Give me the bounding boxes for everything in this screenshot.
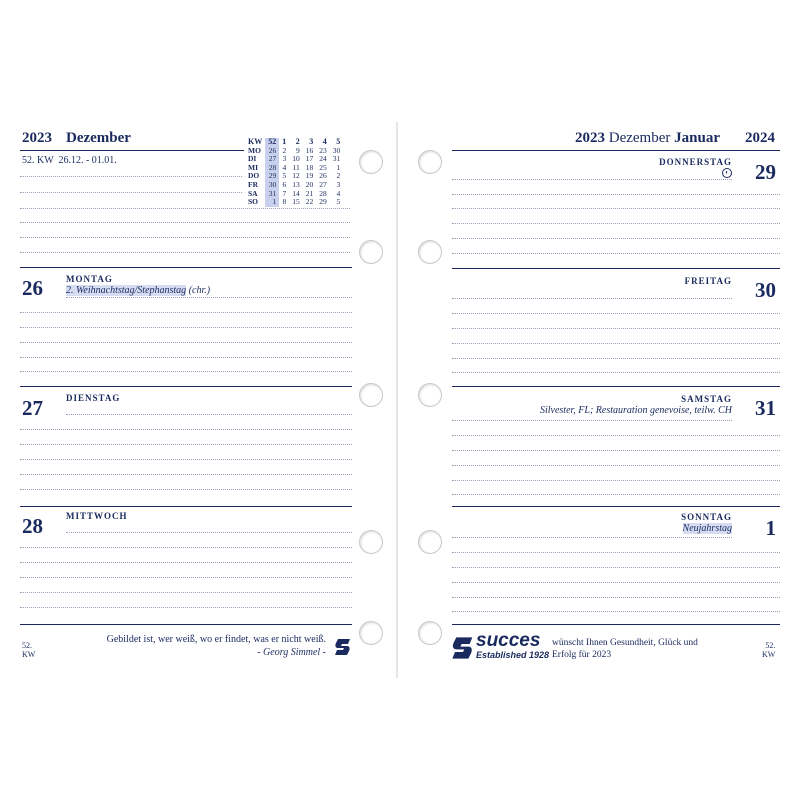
right-month-right: Januar [674, 130, 720, 146]
write-line [452, 372, 780, 373]
write-line [452, 552, 780, 553]
write-line [66, 414, 352, 415]
write-line [20, 237, 350, 238]
book-spine [396, 122, 398, 678]
binder-hole [359, 530, 383, 554]
write-line [20, 208, 350, 209]
write-line [452, 420, 732, 421]
mini-calendar-day: 1 [336, 162, 341, 172]
day-name: DONNERSTAG [659, 157, 732, 167]
mini-calendar-day: 29 [319, 197, 327, 207]
mini-calendar-day: 31 [265, 190, 279, 199]
day-rule [20, 506, 352, 507]
mini-calendar-day: 26 [265, 147, 279, 156]
binder-hole [418, 150, 442, 174]
mini-calendar-header-cell: 3 [309, 137, 314, 146]
write-line [20, 607, 352, 608]
write-line [452, 328, 780, 329]
logo-name: succes [476, 630, 541, 651]
mini-calendar-day: 16 [305, 145, 314, 155]
succes-logo-icon [451, 636, 475, 660]
mini-calendar-day: 4 [336, 188, 341, 198]
holiday-label: Silvester, FL; Restauration genevoise, teilw. CH [539, 405, 732, 416]
right-year-right: 2024 [745, 130, 775, 146]
holiday-label [683, 523, 732, 534]
mini-calendar-header-cell: 5 [336, 137, 341, 146]
write-line [66, 297, 352, 298]
quote-text: Gebildet ist, wer weiß, wo er findet, was er nicht weiß. [106, 634, 326, 645]
mini-calendar-weekday: SA [248, 188, 258, 198]
day-number: 30 [755, 278, 776, 302]
binder-hole [359, 621, 383, 645]
footer-rule [452, 624, 780, 625]
header-rule [20, 150, 244, 151]
mini-calendar-day: 1 [265, 198, 279, 207]
holiday-label [66, 285, 210, 296]
write-line [452, 611, 780, 612]
moon-phase-icon: ◐ [722, 168, 732, 178]
mini-calendar-day: 26 [319, 171, 327, 181]
mini-calendar-day: 29 [265, 172, 279, 181]
mini-calendar-day: 10 [292, 154, 300, 164]
mini-calendar-day: 6 [282, 179, 287, 189]
mini-calendar-weekday: DO [248, 171, 260, 181]
day-rule [452, 386, 780, 387]
mini-calendar-day: 19 [305, 171, 314, 181]
write-line [20, 371, 352, 372]
mini-calendar-weekday: FR [248, 179, 258, 189]
mini-calendar-day: 27 [265, 155, 279, 164]
day-name: MITTWOCH [66, 511, 128, 521]
mini-calendar-day: 9 [295, 145, 300, 155]
mini-calendar-day: 31 [332, 154, 341, 164]
write-line [452, 435, 780, 436]
right-month-left: Dezember [608, 130, 671, 146]
mini-calendar-day: 24 [319, 154, 327, 164]
mini-calendar-day: 28 [265, 164, 279, 173]
binder-hole [418, 240, 442, 264]
day-rule [452, 506, 780, 507]
day-number: 29 [755, 160, 776, 184]
day-number: 27 [22, 396, 43, 420]
day-number: 28 [22, 514, 43, 538]
mini-calendar-day: 4 [282, 162, 287, 172]
mini-calendar-row [248, 198, 343, 207]
mini-calendar-day: 5 [336, 197, 341, 207]
binder-hole [418, 530, 442, 554]
write-line [20, 192, 242, 193]
write-line [452, 298, 732, 299]
footer-week-label: KW [22, 650, 36, 659]
write-line [20, 459, 352, 460]
mini-calendar-day: 28 [319, 188, 327, 198]
write-line [20, 327, 352, 328]
write-line [452, 223, 780, 224]
mini-calendar-day: 3 [282, 154, 287, 164]
write-line [20, 222, 350, 223]
binder-hole [418, 383, 442, 407]
mini-calendar-day: 18 [305, 162, 314, 172]
write-line [452, 179, 732, 180]
write-line [452, 450, 780, 451]
week-range: 52. KW 26.12. - 01.01. [22, 155, 117, 166]
mini-calendar-day: 30 [265, 181, 279, 190]
mini-calendar-header-cell: 2 [295, 137, 300, 146]
day-name: FREITAG [684, 276, 732, 286]
mini-calendar-weekday: MO [248, 145, 261, 155]
day-name: SONNTAG [681, 512, 732, 522]
write-line [452, 597, 780, 598]
left-month: Dezember [66, 130, 131, 146]
write-line [452, 465, 780, 466]
day-name: MONTAG [66, 274, 113, 284]
write-line [20, 444, 352, 445]
write-line [452, 253, 780, 254]
footer-week-label: KW [762, 650, 776, 659]
mini-calendar-day: 30 [332, 145, 341, 155]
day-number: 31 [755, 396, 776, 420]
wish-text [552, 637, 698, 661]
mini-calendar-header-cell: 52 [265, 138, 279, 147]
holiday-name: Neujahrstag [682, 523, 732, 534]
write-line [452, 537, 732, 538]
mini-calendar-weekday: MI [248, 162, 258, 172]
footer-rule [20, 624, 352, 625]
day-rule [20, 386, 352, 387]
write-line [20, 342, 352, 343]
succes-logo-icon [335, 638, 351, 656]
mini-calendar-weekday: DI [248, 154, 257, 164]
write-line [452, 494, 780, 495]
wish-line-1: wünscht Ihnen Gesundheit, Glück und [552, 638, 698, 648]
day-rule [452, 268, 780, 269]
mini-calendar-day: 27 [319, 179, 327, 189]
header-rule [452, 150, 780, 151]
day-rule [20, 267, 352, 268]
mini-calendar-day: 20 [305, 179, 314, 189]
mini-calendar-header-cell: 1 [282, 137, 287, 146]
day-number: 1 [765, 516, 776, 540]
binder-hole [418, 621, 442, 645]
write-line [20, 592, 352, 593]
mini-calendar-day: 5 [282, 171, 287, 181]
write-line [452, 238, 780, 239]
mini-calendar-day: 17 [305, 154, 314, 164]
right-header [575, 130, 720, 147]
mini-calendar-day: 8 [282, 197, 287, 207]
write-line [452, 208, 780, 209]
write-line [20, 489, 352, 490]
mini-calendar [248, 138, 343, 207]
write-line [452, 343, 780, 344]
write-line [20, 252, 350, 253]
mini-calendar-day: 2 [282, 145, 287, 155]
write-line [20, 547, 352, 548]
day-number: 26 [22, 276, 43, 300]
mini-calendar-day: 14 [292, 188, 300, 198]
write-line [452, 194, 780, 195]
footer-week-number: 52. [22, 641, 32, 650]
mini-calendar-day: 23 [319, 145, 327, 155]
mini-calendar-day: 22 [305, 197, 314, 207]
write-line [452, 358, 780, 359]
holiday-note: (chr.) [186, 285, 211, 296]
write-line [20, 429, 352, 430]
holiday-name: 2. Weihnachtstag/Stephanstag [66, 285, 187, 296]
left-year: 2023 [22, 130, 52, 146]
write-line [20, 577, 352, 578]
write-line [452, 480, 780, 481]
mini-calendar-day: 2 [336, 171, 341, 181]
write-line [20, 176, 242, 177]
write-line [20, 562, 352, 563]
write-line [20, 312, 352, 313]
footer-week [22, 641, 35, 659]
day-name: DIENSTAG [66, 393, 121, 403]
binder-hole [359, 383, 383, 407]
mini-calendar-day: 11 [292, 162, 300, 172]
write-line [20, 357, 352, 358]
binder-hole [359, 240, 383, 264]
right-year-left: 2023 [575, 130, 605, 146]
write-line [66, 532, 352, 533]
write-line [452, 582, 780, 583]
binder-hole [359, 150, 383, 174]
footer-week [762, 641, 775, 659]
write-line [20, 474, 352, 475]
day-name: SAMSTAG [681, 394, 732, 404]
quote [56, 634, 326, 658]
mini-calendar-header-cell: 4 [322, 137, 327, 146]
mini-calendar-header-cell: KW [248, 137, 263, 146]
mini-calendar-day: 25 [319, 162, 327, 172]
write-line [452, 313, 780, 314]
mini-calendar-day: 7 [282, 188, 287, 198]
mini-calendar-day: 21 [305, 188, 314, 198]
write-line [452, 567, 780, 568]
quote-author: - Georg Simmel - [257, 647, 326, 658]
mini-calendar-day: 12 [292, 171, 300, 181]
wish-line-2: Erfolg für 2023 [552, 650, 612, 660]
mini-calendar-weekday: SO [248, 197, 259, 207]
footer-week-number: 52. [765, 641, 776, 650]
mini-calendar-day: 3 [336, 179, 341, 189]
mini-calendar-day: 15 [292, 197, 300, 207]
logo-tagline: Established 1928 [476, 650, 550, 660]
mini-calendar-day: 13 [292, 179, 300, 189]
